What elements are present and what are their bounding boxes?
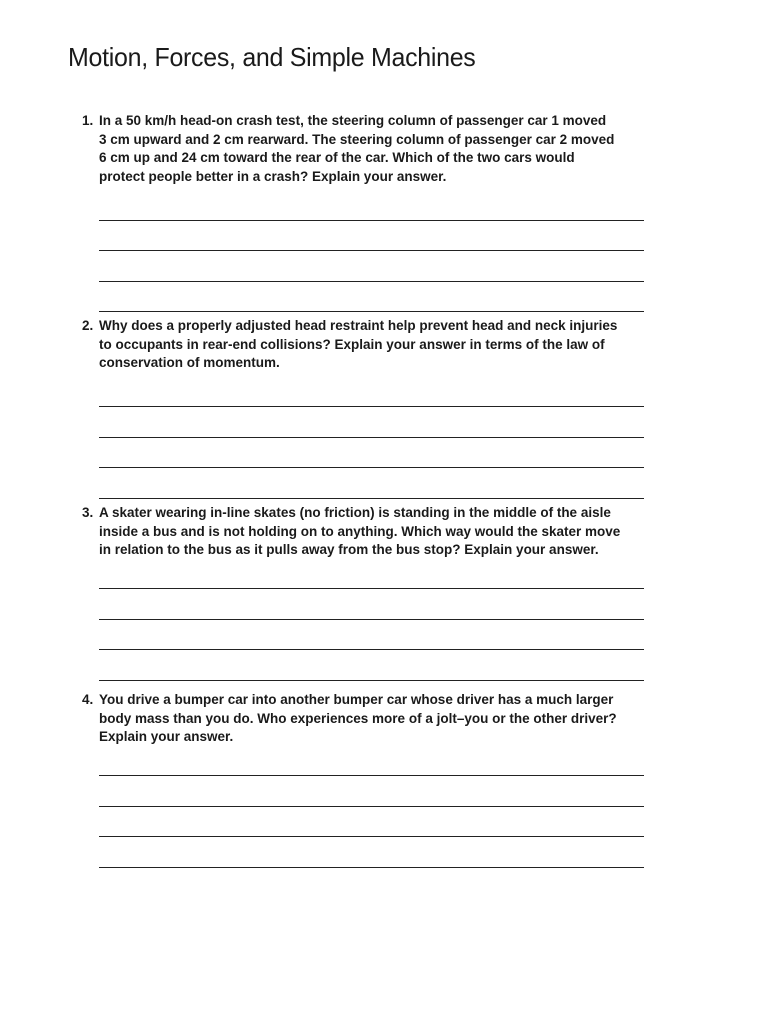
question-text: You drive a bumper car into another bumper car whose driver has a much larger body mass than you do. Who experiences more of a jolt–you or the other driver? Explain your answer. [99,692,617,744]
question-header [82,504,652,560]
answer-line[interactable] [99,407,644,438]
answer-line[interactable] [99,282,644,313]
answer-line[interactable] [99,807,644,838]
question-number: 1. [82,113,94,128]
answer-line[interactable] [99,837,644,868]
answer-line[interactable] [99,221,644,252]
question-number: 2. [82,318,94,333]
answer-line[interactable] [99,650,644,681]
page-title: Motion, Forces, and Simple Machines [68,42,476,72]
answer-lines[interactable] [99,746,644,868]
question-4 [82,691,652,868]
answer-line[interactable] [99,438,644,469]
question-2 [82,317,652,499]
answer-lines[interactable] [99,377,644,499]
answer-line[interactable] [99,190,644,221]
answer-line[interactable] [99,468,644,499]
question-text: In a 50 km/h head-on crash test, the steering column of passenger car 1 moved 3 cm upward and 2 cm rearward. The steering column of passenger car 2 moved 6 cm up and 24 cm toward the rear of the car. Which of the two cars would protect people better in a crash? Explain your answer. [99,113,615,184]
answer-line[interactable] [99,251,644,282]
answer-line[interactable] [99,620,644,651]
question-1 [82,112,652,312]
answer-line[interactable] [99,776,644,807]
answer-line[interactable] [99,559,644,590]
answer-line[interactable] [99,377,644,408]
question-text: Why does a properly adjusted head restraint help prevent head and neck injuries to occupants in rear-end collisions? Explain your answer in terms of the law of conservation of momentum. [99,318,618,370]
question-header [82,691,652,747]
answer-lines[interactable] [99,559,644,681]
answer-lines[interactable] [99,190,644,312]
answer-line[interactable] [99,746,644,777]
question-3 [82,504,652,681]
question-header [82,317,652,373]
question-number: 4. [82,692,94,707]
question-header [82,112,652,186]
answer-line[interactable] [99,589,644,620]
question-text: A skater wearing in-line skates (no friction) is standing in the middle of the aisle inside a bus and is not holding on to anything. Which way would the skater move in relation to the bus as it pulls away from the bus stop? Explain your answer. [99,505,621,557]
question-number: 3. [82,505,94,520]
